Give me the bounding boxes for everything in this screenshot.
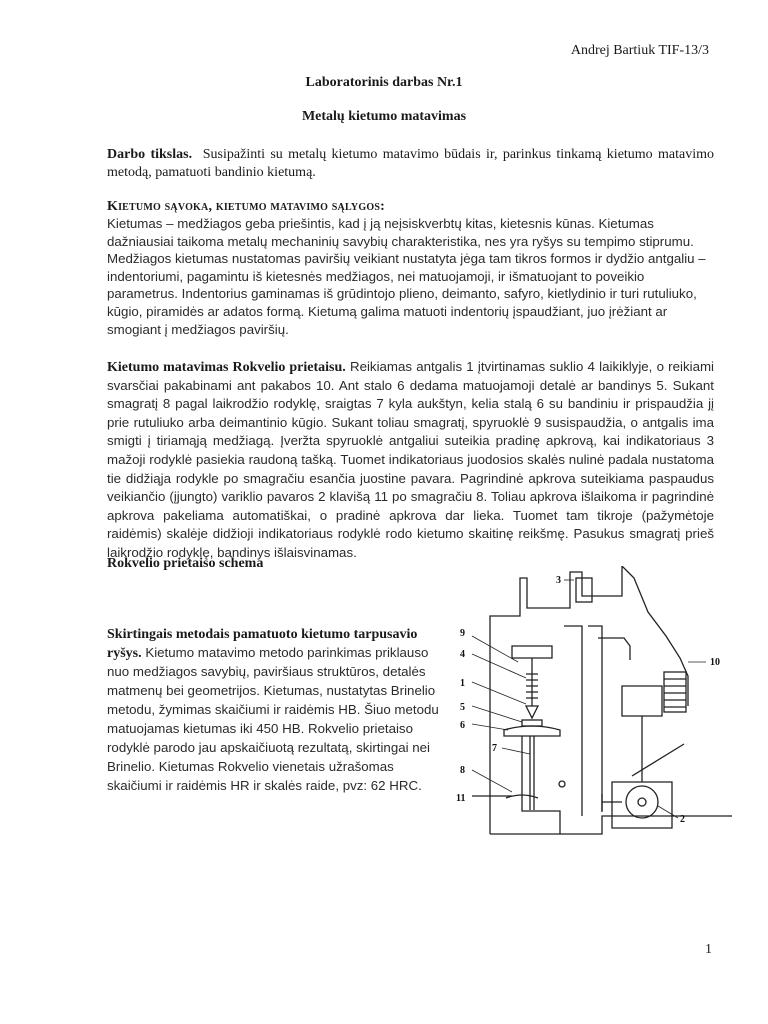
methods-paragraph: [107, 626, 442, 796]
figure-label-1: 1: [460, 678, 465, 689]
indicator-body: [576, 578, 592, 602]
goal-paragraph: [107, 146, 714, 182]
pivot: [559, 781, 565, 787]
figure-label-8: 8: [460, 765, 465, 776]
methods-lead: Skirtingais metodais pamatuoto kietumo tarpusavio ryšys.: [107, 627, 418, 661]
specimen: [522, 720, 542, 726]
figure-label-9: 9: [460, 628, 465, 639]
page-number: 1: [705, 942, 712, 957]
goal-text: Susipažinti su metalų kietumo matavimo būdais ir, parinkus tinkamą kietumo matavimo metodą, pamatuoti bandinio kietumą.: [107, 147, 715, 180]
lifting-screw: [530, 736, 534, 810]
hardness-heading: Kietumo sąvoka, kietumo matavimo sąlygos:: [107, 199, 385, 214]
author-header: Andrej Bartiuk TIF-13/3: [570, 43, 709, 58]
spindle-holder: [512, 646, 552, 658]
table: [504, 726, 560, 736]
lower-column: [522, 736, 560, 834]
lever-arm: [598, 638, 630, 660]
figure-label-4: 4: [460, 649, 465, 660]
column-rod-right: [588, 626, 602, 811]
lab-title: Laboratorinis darbas Nr.1: [305, 75, 463, 90]
frame-right-outline: [622, 566, 688, 706]
figure-label-2: 2: [680, 814, 685, 825]
weight-hanger: [622, 686, 662, 716]
schema-title: Rokvelio prietaiso schema: [107, 556, 264, 571]
column-rod: [564, 626, 582, 816]
figure-label-5: 5: [460, 702, 465, 713]
motor-axle: [638, 798, 646, 806]
figure-label-7: 7: [492, 743, 497, 754]
frame-base: [490, 816, 732, 834]
goal-label: Darbo tikslas.: [107, 147, 193, 162]
methods-text: Kietumo matavimo metodo parinkimas priklauso nuo medžiagos savybių, paviršiaus struktūros, detalės matmenų bei geometrijos. Kietumas, nustatytas Brinelio metodu, žymimas skaičiumi ir raidėmis HB. Šiuo metodu matuojamas kietumas iki 450 HB. Rokvelio prietaiso rodyklė parodo jau apskaičiuotą rezultatą, skirtingai nei Brinelio. Kietumas Rokvelio vienetais užrašomas skaičiumi ir raidėmis HR ir skalės raide, pvz: 62 HRC.: [107, 645, 439, 793]
rockwell-schema-figure: [452, 566, 732, 836]
lab-subtitle: Metalų kietumo matavimas: [301, 109, 467, 124]
figure-label-6: 6: [460, 720, 465, 731]
hardness-paragraph: Kietumas – medžiagos geba priešintis, kad į ją neįsiskverbtų kitas, kietesnis kūnas. Kietumas dažniausiai taikoma metalų mechaninių savybių charakteristika, nes yra ryšys su tempimo stiprumu. Medžiagos kietumas nustatomas paviršių veikiant nustatyta jėga tam tikros formos ir dydžio antgaliu – indentoriumi, pagamintu iš kietesnės medžiagos, nei matuojamoji, ir išmatuojant to poveikio parametrus. Indentorius gaminamas iš grūdintojo plieno, deimanto, safyro, kietlydinio ir turi rutuliuko, kūgio, piramidės ar adatos formą. Kietumą galima matuoti indentorių įspaudžiant, juo įrėžiant ar smogiant į medžiagos paviršių.: [107, 216, 706, 337]
figure-label-10: 10: [710, 657, 720, 668]
motor-box: [612, 782, 672, 828]
rockwell-text: Reikiamas antgalis 1 įtvirtinamas suklio 4 laikiklyje, o reikiami svarsčiai pakabinami ant pakabos 10. Ant stalo 6 dedama matuojamoji detalė ar bandinys 5. Sukant smagratį 8 pagal laikrodžio rodyklę, sraigtas 7 kyla aukštyn, kelia stalą 6 su bandiniu ir prispaudžia jį prie rutuliuko arba deimantinio kūgio. Sukant toliau smagratį, spyruoklė 9 susispaudžia, o antgalis ima smigti į tiriamąją medžiagą. Įveržta spyruoklė antgaliui suteikia pradinę apkrovą, kai indikatoriaus 3 mažoji rodyklė pasiekia raudoną tašką. Tuomet indikatoriaus juodosios skalės nulinė padala nustatoma tie didžiąja rodykle po smagračiu esančia juostine pavara. Pagrindinė apkrova suteikiama paspaudus veikiančio (įjungto) variklio pavaros 2 klavišą 11 po smagračiu 8. Toliau apkrova išlaikoma ir pagrindinė apkrova pakeliama automatiškai, o pradinė apkrova dar lieka. Tuomet tam tikroje (pažymėtoje raidėmis) skalėje didžioji indikatoriaus rodyklė rodo kietumo skaitinę reikšmę. Pasukus smagratį prieš laikrodžio rodyklę, bandinys išlaisvinamas.: [107, 359, 714, 560]
rockwell-paragraph: [107, 358, 714, 563]
weight-slots: [664, 679, 686, 707]
figure-label-11: 11: [456, 793, 466, 804]
indenter: [526, 706, 538, 718]
figure-label-3: 3: [556, 575, 561, 586]
rockwell-lead: Kietumo matavimas Rokvelio prietaisu.: [107, 360, 346, 375]
motor-gear: [626, 786, 658, 818]
weights: [664, 672, 686, 712]
drive-belt: [632, 744, 684, 776]
